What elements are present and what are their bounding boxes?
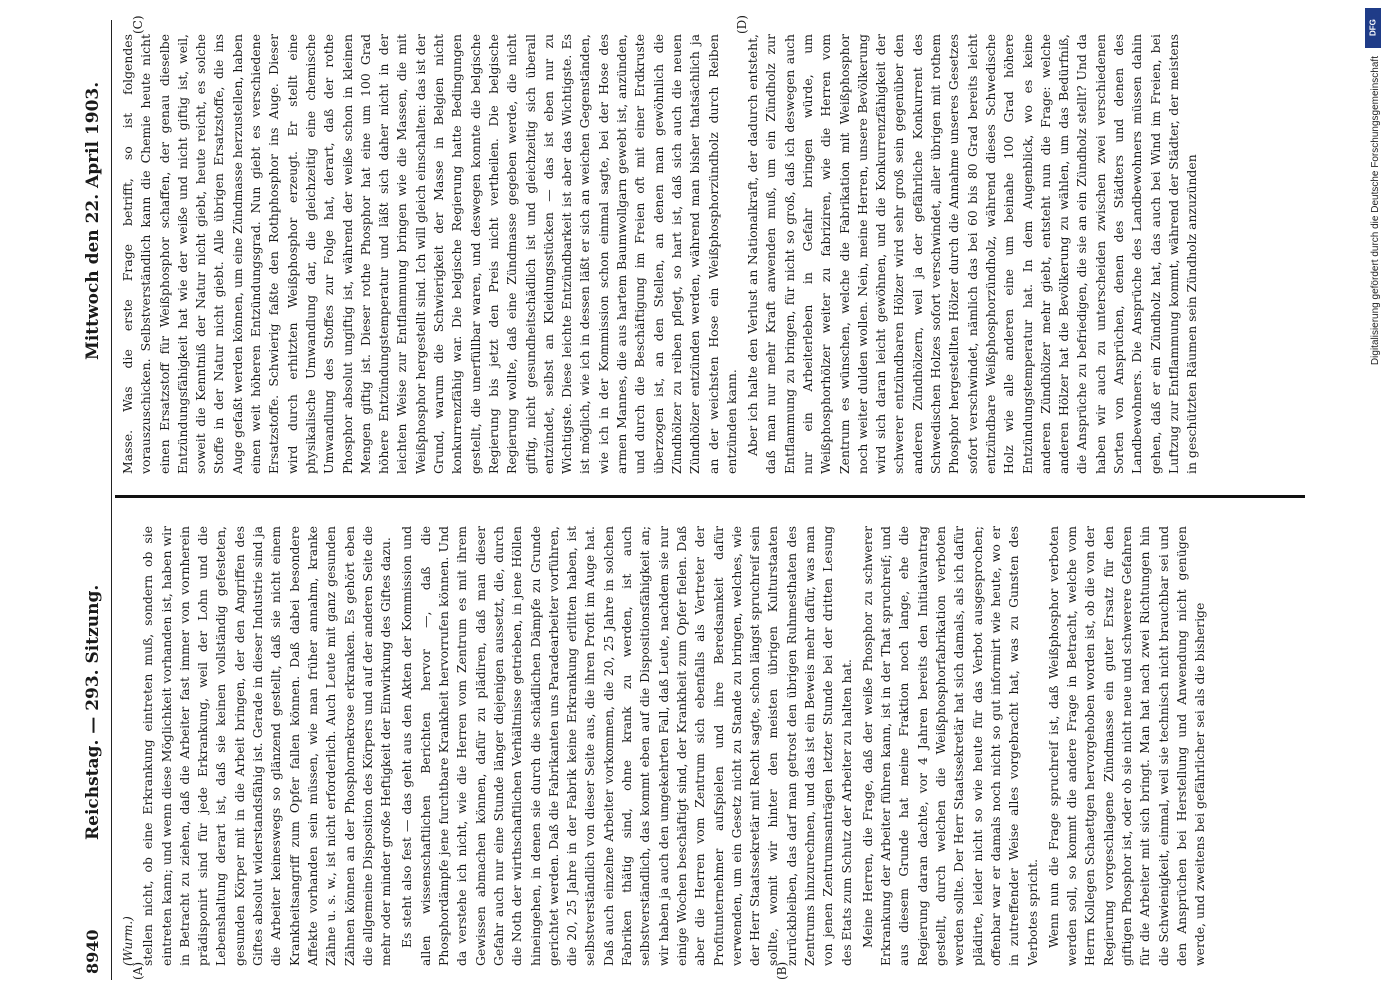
paragraph: Wenn nun die Frage spruchreif ist, daß Weißphosphor verboten werden soll, so kommt die andere Frage in Betracht, welche vom Herrn Kollegen Schaettgen hervorgehoben worden ist, ob die von der Regierung vorgeschlagene Zündmasse ein guter Ersatz für den giftigen Phosphor ist, oder ob sie nicht neue und schwerere Gefahren für die Arbeiter mit sich bringt. Man hat nach zwei Richtungen hin die Schwienigkeit, einmal, weil sie technisch nicht brauchbar sei und den Ansprüchen bei Herstellung und Anwendung nicht genügen werde, und zweitens bei gefährlicher sei als die bisherige	[1045, 526, 1208, 966]
page-header	[75, 20, 112, 980]
rotated-newspaper-page	[75, 15, 1315, 980]
speaker-label: (Wurm.)	[121, 916, 135, 966]
page-number: 8940	[83, 929, 102, 974]
paragraph: stellen nicht, ob eine Erkrankung eintreten muß, sondern ob sie eintreten kann; und wenn diese Möglichkeit vorhanden ist, haben wir in Betracht zu ziehen, daß die Arbeiter fast immer von vornherein prädisponirt sind für jede Erkrankung, weil der Lohn und die Lebenshaltung derart ist, daß sie keinen vollständig gefesteten, gesunden Körper mit in die Arbeit bringen, der den Angriffen des Giftes absolut widerstandsfähig ist. Gerade in dieser Industrie sind ja die Arbeiter keineswegs so glänzend gestellt, daß sie nicht einem Krankheitsangriff zum Opfer fallen können. Daß dabei besondere Affekte vorhanden sein müssen, wie man früher annahm, kranke Zähne u. s. w., ist nicht erforderlich. Auch Leute mit ganz gesunden Zähnen können an der Phosphornekrose erkranken. Es gehört eben die allgemeine Disposition des Körpers und auf der anderen Seite die mehr oder minder große Heftigkeit der Einwirkung des Giftes dazu.	[140, 526, 394, 966]
paragraph: Aber ich halte den Verlust an Nationalkraft, der dadurch entsteht, daß man nur mehr Kraft anwenden muß, um ein Zündholz zur Entflammung zu bringen, für nicht so groß, daß ich deswegen auch nur ein Arbeiterleben in Gefahr bringen würde, um Weißphosphorhölzer weiter zu fabriziren, wie die Herren vom Zentrum es wünschen, welche die Fabrikation mit Weißphosphor noch weiter dulden wollen. Nein, meine Herren, unsere Bevölkerung wird sich daran leicht gewöhnen, und die Konkurrenzfähigkeit der schwerer entzündbaren Hölzer wird sehr groß sein gegenüber den anderen Zündhölzern, weil ja der gefährliche Konkurrent des Schwedischen Holzes sofort verschwindet, aller übrigen mit rothem Phosphor hergestellten Hölzer durch die Annahme unseres Gesetzes sofort verschwindet, nämlich das bei 60 bis 80 Grad bereits leicht entzündbare Weißphosphorzündholz, während dieses Schwedische Holz wie alle anderen eine um beinahe 100 Grad höhere Entzündungstemperatur hat. In dem Augenblick, wo es keine anderen Zündhölzer mehr giebt, entsteht nun die Frage: welche anderen Hölzer hat die Bevölkerung zu wählen, um das Bedürfniß, die Ansprüche zu befriedigen, die sie an ein Zündholz stellt? Und da haben wir auch zu unterscheiden zwischen zwei verschiedenen Sorten von Ansprüchen, denen des Städters und denen des Landbewohners. Die Ansprüche des Landbewohners müssen dahin gehen, daß er ein Zündholz hat, das auch bei Wind im Freien, bei Luftzug zur Entflammung kommt, während der Städter, der meistens in geschützten Räumen sein Zündholz anzuzünden	[745, 34, 1200, 474]
paragraph: Masse. Was die erste Frage betrifft, so ist folgendes vorauszuschicken. Selbstverständlich kann die Chemie heute nicht einen Ersatzstoff für Weißphosphor schaffen, der genau dieselbe Entzündungsfähigkeit hat wie der weiße und nicht giftig ist, weil, soweit die Kenntniß der Natur nicht giebt, heute reicht, es solche Stoffe in der Natur nicht giebt. Alle übrigen Ersatzstoffe, die ins Auge gefaßt werden können, um eine Zündmasse herzustellen, haben einen weit höheren Entzündungsgrad. Nun giebt es verschiedene Ersatzstoffe. Schwierig faßte den Rothphosphor ins Auge. Dieser wird durch erhitzten Weißphosphor erzeugt. Er stellt eine physikalische Umwandlung dar, die gleichzeitig eine chemische Umwandlung des Stoffes zur Folge hat, derart, daß der rothe Phosphor absolut ungiftig ist, während der weiße schon in kleinen Mengen giftig ist. Dieser rothe Phosphor hat eine um 100 Grad höhere Entzündungstemperatur und läßt sich daher nicht in der leichten Weise zur Entflammung bringen wie die Massen, die mit Weißphosphor hergestellt sind. Ich will gleich einschalten: das ist der Grund, warum die Schwierigkeit der Masse in Belgien nicht konkurrenzfähig war. Die belgische Regierung hatte Bedingungen gestellt, die unerfüllbar waren, und deswegen konnte die belgische Regierung bis jetzt den Preis nicht vertheilen. Die belgische Regierung wollte, daß eine Zündmasse gegeben werde, die nicht giftig, nicht gesundheitschädlich ist und gleichzeitig sich überall entzündet, selbst an Kleidungsstücken — das ist eben nur zu Wichtigste. Diese leichte Entzündbarkeit ist aber das Wichtigste. Es ist möglich, wie ich in dessen läßt er sich an weichen Gegenständen, wie ich in der Kommission schon einmal sagte, bei der Hose des armen Mannes, die aus hartem Baumwollgarn gewebt ist, anzünden, und durch die Beschäftigung im Freien oft mit einer Erdkruste überzogen ist, an den Stellen, an denen man gewöhnlich die Zündhölzer zu reiben pflegt, so hart ist, daß sich auch die neuen Zündhölzer entzünden werden, während man bisher thatsächlich ja an der weichsten Hose ein Weißphosphorzündholz durch Reiben entzünden kann.	[120, 34, 739, 474]
margin-marker-a: (A)	[131, 961, 145, 980]
margin-marker-b: (B)	[775, 961, 789, 980]
side-credit-wrapper	[1370, 56, 1381, 365]
paragraph: Meine Herren, die Frage, daß der weiße Phosphor zu schwerer Erkrankung der Arbeiter führen kann, ist in der That spruchreif; und aus diesem Grunde hat meine Fraktion noch lange, ehe die Regierung daran dachte, vor 4 Jahren bereits den Initiativantrag gestellt, durch welchen die Weißphosphorfabrikation verboten werden sollte. Der Herr Staatssekretär hat sich damals, als ich dafür plädirte, leider nicht so wie heute für das Verbot ausgesprochen; offenbar war er damals noch nicht so gut informirt wie heute, wo er in zutreffender Weise alles vorgebracht hat, was zu Gunsten des Verbotes spricht.	[859, 526, 1040, 966]
column-divider	[115, 495, 1305, 498]
dfg-logo-badge: DFG	[1365, 8, 1381, 48]
margin-marker-d: (D)	[735, 15, 749, 34]
session-date: Mittwoch den 22. April 1903.	[83, 81, 103, 360]
session-title: Reichstag. — 293. Sitzung.	[83, 584, 103, 840]
paragraph: Es steht also fest — das geht aus den Akten der Kommission und allen wissenschaftlichen Berichten hervor —, daß die Phosphordämpfe jene furchtbare Krankheit hervorrufen können. Und da verstehe ich nicht, wie die Herren vom Zentrum es mit ihrem Gewissen abmachen können, dafür zu plädiren, daß man dieser Gefahr auch nur eine Stunde länger diejenigen aussetzt, die, durch die Noth der wirthschaftlichen Verhältnisse getrieben, in jene Höllen hineingehen, in denen sie durch die schädlichen Dämpfe zu Grunde gerichtet werden. Daß die Fabrikanten uns Paradearbeiter vorführen, die 20, 25 Jahre in der Fabrik keine Erkrankung erlitten haben, ist selbstverständlich von dieser Seite aus, die ihren Profit im Auge hat. Daß auch einzelne Arbeiter vorkommen, die 20, 25 Jahre in solchen Fabriken thätig sind, ohne krank zu werden, ist auch selbstverständlich, das kommt eben auf die Dispositionsfähigkeit an; wir haben ja auch den umgekehrten Fall, daß Leute, nachdem sie nur einige Wochen beschäftigt sind, der Krankheit zum Opfer fielen. Daß aber die Herren vom Zentrum sich ebenfalls als Vertreter der Profitunternehmer aufspielen und ihre Beredsamkeit dafür verwenden, um ein Gesetz nicht zu Stande zu bringen, welches, wie der Herr Staatssekretär mit Recht sagte, schon längst spruchreif sein sollte, womit wir hinter den meisten übrigen Kulturstaaten zurückbleiben, das darf man getrost den übrigen Ruhmesthaten des Zentrums hinzurechnen, und das ist ein Beweis mehr dafür, was man von jenen Zentrumsanträgen letzter Stunde bei der dritten Lesung des Etats zum Schutz der Arbeiter zu halten hat.	[399, 526, 854, 966]
margin-marker-c: (C)	[131, 15, 145, 34]
right-text-column	[119, 34, 1299, 474]
left-text-column	[119, 526, 1299, 966]
digitization-credit: Digitalisierung gefördert durch die Deutsche Forschungsgemeinschaft	[1370, 56, 1381, 366]
